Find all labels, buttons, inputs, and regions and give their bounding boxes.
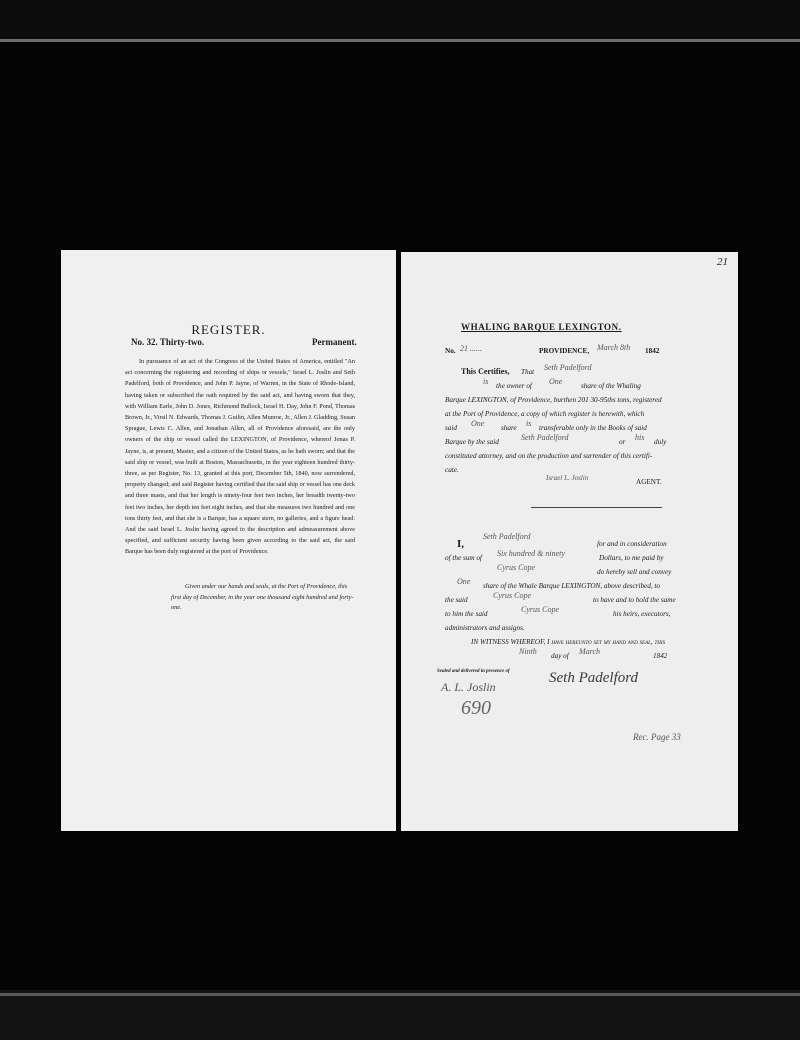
certifies-label: This Certifies, xyxy=(461,367,510,376)
to-him-label: to him the said xyxy=(445,610,488,618)
buyer-hand: Cyrus Cope xyxy=(497,563,535,572)
sealed-label: Sealed and delivered in presence of xyxy=(437,669,510,674)
is-hand-2: is xyxy=(526,419,532,428)
owner-name: Seth Padelford xyxy=(544,363,592,372)
sum-label: of the sum of xyxy=(445,554,482,562)
cert-line-burthen xyxy=(445,396,662,404)
section-divider xyxy=(531,507,662,508)
register-body: In pursuance of an act of the Congress of the United States of America, entitled "An act concerning the registering and recording of ships or vessels," Israel L. Joslin and Seth Padelford, both of Providence, and John P. Jayne, of Warren, in the State of Rhode-Island, having taken or subscribed the oath required by the said act, and having sworn that they, with William Earle, John D. Jones, Richmond Bullock, Israel H. Day, John F. Pond, Thomas Brown, Jr., Virsil N. Edwards, Thomas J. Guilin, Allen Munroe, Jr., Allen J. Gladding, Susan Sprague, Lewis C. Allen, and Jonathan Allen, all of Providence aforesaid, are the only owners of the ship or vessel called the LEXINGTON, of Providence, whereof Jonas P. Jayne, is, at present, Master, and a citizen of the United States, as he hath sworn; and that the said ship or vessel, was built at Boston, Massachusetts, in the year eighteen hundred thirty-three, as per Register, No. 13, granted at this port, December 5th, 1840, now surrendered, property changed; and said Register having certified that the said ship or vessel has one deck and three masts, and that her length is ninety-four feet two inches, her breadth twenty-two feet two inches, her depth ten feet eight inches, and that she measures two hundred and one tons thirty feet, and that she is a Barque, has a square stern, no galleries, and a figure head: And the said Israel L. Joslin having agreed to the description and admeasurement above specified, and sufficient security having been given according to the said act, the said Barque has been duly registered at the port of Providence. xyxy=(125,358,355,556)
scan-top-edge xyxy=(0,39,800,42)
register-page xyxy=(61,250,396,831)
share-of-label: share of the Whaling xyxy=(581,382,641,390)
owner-of-label: the owner of xyxy=(496,382,532,390)
share-count-hand-3: One xyxy=(457,577,471,586)
certificate-page xyxy=(401,252,738,831)
day-hand: Ninth xyxy=(519,647,537,656)
buyer-hand-2: Cyrus Cope xyxy=(493,591,531,600)
place: PROVIDENCE, xyxy=(539,347,590,355)
cert-line-burthen-text: Barque LEXINGTON, of Providence, burthen 201 30-95ths tons, registered xyxy=(445,396,662,404)
barque-by-label: Barque by the said xyxy=(445,438,499,446)
transferable-label: transferable only in the Books of said xyxy=(539,424,647,432)
date-hand: March 8th xyxy=(597,343,631,352)
cate-label: cate. xyxy=(445,466,459,474)
price-note: 690 xyxy=(461,697,491,719)
share-whale-label: share of the Whale Barque LEXINGTON, above described, to xyxy=(483,582,661,590)
agent-label: AGENT. xyxy=(636,478,662,486)
his-hand: his xyxy=(635,433,645,442)
the-said-label: the said xyxy=(445,596,468,604)
scan-bottom-band xyxy=(0,990,800,1040)
year: 1842 xyxy=(645,347,660,355)
share-count-hand: One xyxy=(549,377,563,386)
or-label: or xyxy=(619,438,626,446)
hereby-label: do hereby sell and convey xyxy=(597,568,672,576)
witness-clause: IN WITNESS WHEREOF, I have hereunto set my hand and seal, this xyxy=(471,638,666,646)
consideration-label: for and in consideration xyxy=(597,540,667,548)
cert-line-register xyxy=(445,410,644,418)
witness-signature: A. L. Joslin xyxy=(441,680,496,694)
share-count-hand-2: One xyxy=(471,419,485,428)
recorded-note: Rec. Page 33 xyxy=(633,732,681,742)
no-label: No. xyxy=(445,347,456,355)
scan-bottom-edge xyxy=(0,993,800,996)
cert-line-attorney: constituted attorney, and on the production and surrender of this certifi- xyxy=(445,452,653,460)
register-title: REGISTER. xyxy=(191,322,266,337)
scan-top-band xyxy=(0,0,800,40)
agent-signature: Israel L. Joslin xyxy=(546,474,589,482)
seller-signature: Seth Padelford xyxy=(549,670,639,686)
no-value: 21 ...... xyxy=(460,344,482,353)
i-label: I, xyxy=(457,538,465,550)
register-given-clause: Given under our hands and seals, at the Port of Providence, this first day of December, in the year one thousand eight hundred and forty-one. xyxy=(171,583,354,611)
share-label: share xyxy=(501,424,517,432)
folio-number: 21 xyxy=(717,256,728,268)
register-number: No. 32. Thirty-two. xyxy=(131,337,205,347)
certificate-title: WHALING BARQUE LEXINGTON. xyxy=(461,322,622,332)
year-2: 1842 xyxy=(653,652,668,660)
said-label: said xyxy=(445,424,457,432)
seller-hand: Seth Padelford xyxy=(483,532,531,541)
that-label: That xyxy=(521,368,535,376)
duly-label: duly xyxy=(654,438,667,446)
to-have-label: to have and to hold the same xyxy=(593,596,676,604)
cert-line-register-text: at the Port of Providence, a copy of which register is herewith, which xyxy=(445,410,645,418)
heirs-label: his heirs, executors, xyxy=(613,610,671,618)
sum-hand: Six hundred & ninety xyxy=(497,549,565,558)
day-of-label: day of xyxy=(551,652,569,660)
buyer-hand-3: Cyrus Cope xyxy=(521,605,559,614)
owner-name-2: Seth Padelford xyxy=(521,433,569,442)
register-status: Permanent. xyxy=(312,337,357,347)
admins-label: administrators and assigns. xyxy=(445,624,525,632)
is-hand: is xyxy=(483,377,489,386)
month-hand: March xyxy=(579,647,601,656)
dollars-label: Dollars, to me paid by xyxy=(599,554,664,562)
